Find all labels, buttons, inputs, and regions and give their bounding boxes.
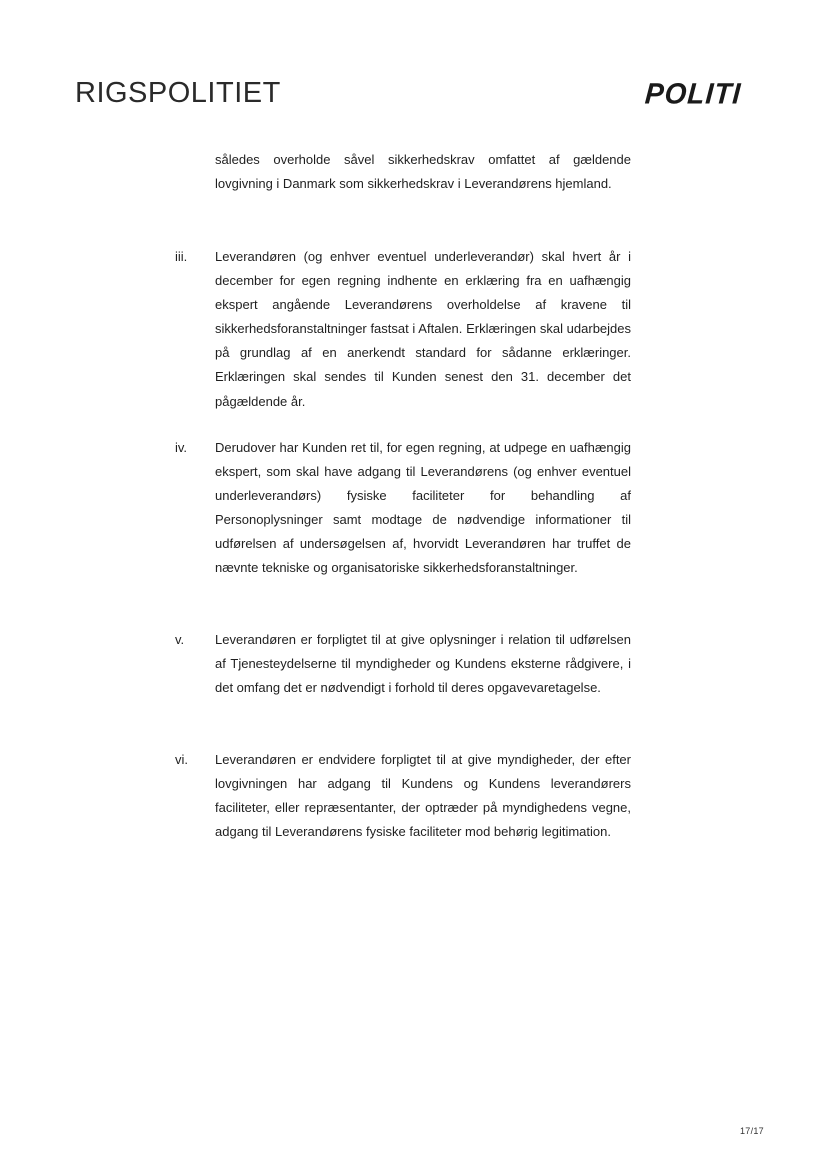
organization-name: RIGSPOLITIET [75, 77, 281, 109]
item-marker: vi. [175, 752, 188, 767]
item-text: Leverandøren er forpligtet til at give oplysninger i relation til udførelsen af Tjenesteydelserne til myndigheder og Kundens eksterne rådgivere, i det omfang det er nødvendigt i forhold til deres opgavevaretagelse. [215, 632, 631, 696]
item-marker: v. [175, 632, 185, 647]
politi-logo: POLITI [643, 77, 743, 110]
page-number: 17/17 [739, 1126, 764, 1136]
item-text: Leverandøren (og enhver eventuel underleverandør) skal hvert år i december for egen regning indhente en erklæring fra en uafhængig ekspert angående Leverandørens overholdelse af kravene til sikkerhedsforanstaltninger fastsat i Aftalen. Erklæringen skal udarbejdes på grundlag af en anerkendt standard for sådanne erklæringer. Erklæringen skal sendes til Kunden senest den 31. december det pågældende år. [215, 249, 631, 409]
item-marker: iii. [175, 249, 188, 264]
continuation-paragraph: således overholde såvel sikkerhedskrav omfattet af gældende lovgivning i Danmark som sikkerhedskrav i Leverandørens hjemland. [215, 152, 631, 192]
item-marker: iv. [175, 440, 188, 455]
item-text: Derudover har Kunden ret til, for egen regning, at udpege en uafhængig ekspert, som skal have adgang til Leverandørens (og enhver eventuel underleverandørs) fysiske faciliteter for behandling af Personoplysninger samt modtage de nødvendige informationer til udførelsen af undersøgelsen af, hvorvidt Leverandøren har truffet de nævnte tekniske og organisatoriske sikkerhedsforanstaltninger. [215, 440, 631, 576]
item-text: Leverandøren er endvidere forpligtet til at give myndigheder, der efter lovgivningen har adgang til Kundens og Kundens leverandørers faciliteter, eller repræsentanter, der optræder på myndighedens vegne, adgang til Leverandørens fysiske faciliteter mod behørig legitimation. [215, 752, 631, 840]
